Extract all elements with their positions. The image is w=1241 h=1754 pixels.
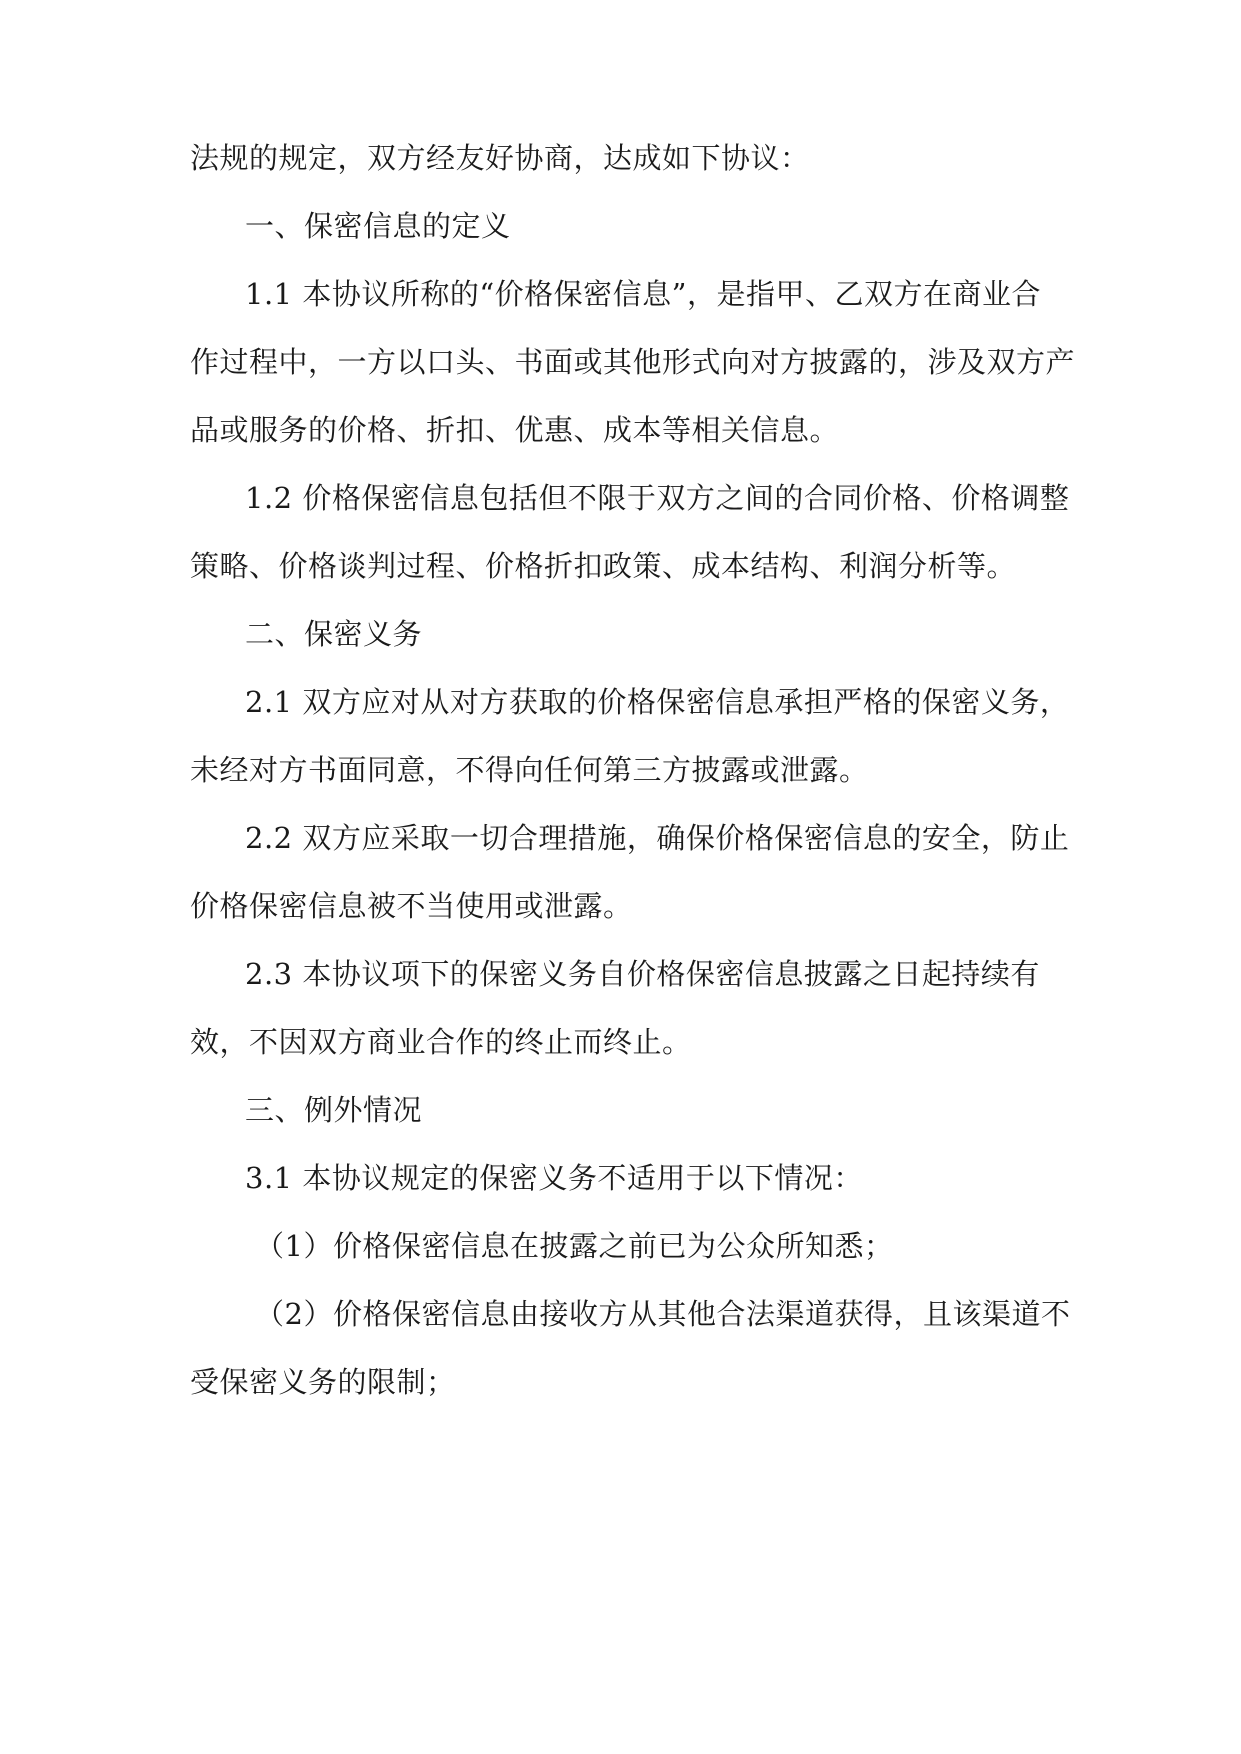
clause-2-2-line: 价格保密信息被不当使用或泄露。: [190, 889, 633, 923]
clause-2-3-line: 效，不因双方商业合作的终止而终止。: [190, 1025, 692, 1059]
section-heading-2: 二、保密义务: [245, 617, 423, 651]
clause-1-1-line: 1.1 本协议所称的“价格保密信息”，是指甲、乙双方在商业合: [245, 277, 1041, 311]
section-heading-1: 一、保密信息的定义: [245, 209, 511, 243]
clause-2-3-line: 2.3 本协议项下的保密义务自价格保密信息披露之日起持续有: [245, 957, 1040, 991]
clause-1-1-line: 品或服务的价格、折扣、优惠、成本等相关信息。: [190, 413, 840, 447]
clause-1-2-line: 1.2 价格保密信息包括但不限于双方之间的合同价格、价格调整: [245, 481, 1070, 515]
section-heading-3: 三、例外情况: [245, 1093, 423, 1127]
list-item-1: （1）价格保密信息在披露之前已为公众所知悉；: [255, 1229, 894, 1263]
clause-2-1-line: 2.1 双方应对从对方获取的价格保密信息承担严格的保密义务，: [245, 685, 1070, 719]
clause-2-1-line: 未经对方书面同意，不得向任何第三方披露或泄露。: [190, 753, 869, 787]
list-item-2-continued: 受保密义务的限制；: [190, 1365, 456, 1399]
clause-3-1-line: 3.1 本协议规定的保密义务不适用于以下情况：: [245, 1161, 863, 1195]
clause-2-2-line: 2.2 双方应采取一切合理措施，确保价格保密信息的安全，防止: [245, 821, 1070, 855]
list-item-2: （2）价格保密信息由接收方从其他合法渠道获得，且该渠道不: [255, 1297, 1071, 1331]
paragraph-line: 法规的规定，双方经友好协商，达成如下协议：: [190, 141, 810, 175]
clause-1-1-line: 作过程中，一方以口头、书面或其他形式向对方披露的，涉及双方产: [190, 345, 1076, 379]
clause-1-2-line: 策略、价格谈判过程、价格折扣政策、成本结构、利润分析等。: [190, 549, 1017, 583]
